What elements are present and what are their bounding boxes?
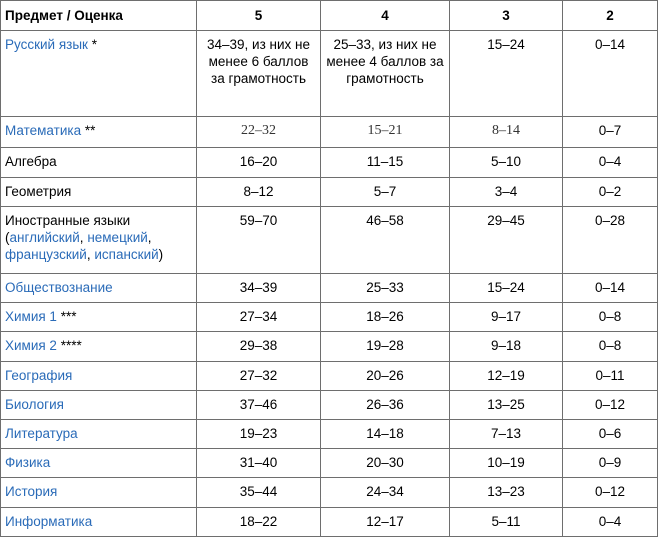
grade-5-cell: 31–40 (197, 449, 321, 478)
language-link-german[interactable]: немецкий (87, 230, 148, 245)
grade-2-cell: 0–9 (563, 449, 658, 478)
subject-label: Иностранные языки (5, 213, 131, 228)
subject-link[interactable]: История (5, 484, 58, 499)
table-row (1, 449, 658, 478)
subject-link[interactable]: Физика (5, 455, 51, 470)
subject-link[interactable]: Информатика (5, 514, 93, 529)
grade-3-cell: 9–17 (450, 303, 563, 332)
table-row (1, 31, 658, 117)
header-row (1, 1, 658, 31)
grade-3-cell: 5–11 (450, 508, 563, 537)
subject-cell (1, 420, 197, 449)
grade-4-cell: 11–15 (321, 148, 450, 178)
subject-link[interactable]: Обществознание (5, 280, 113, 295)
subject-cell (1, 478, 197, 508)
table-row (1, 362, 658, 391)
grade-5-cell: 18–22 (197, 508, 321, 537)
grade-2-cell: 0–12 (563, 391, 658, 420)
grade-3-cell: 13–23 (450, 478, 563, 508)
grade-2-cell: 0–8 (563, 303, 658, 332)
subject-cell (1, 449, 197, 478)
grade-2-cell: 0–28 (563, 207, 658, 274)
table-row (1, 117, 658, 148)
grade-2-cell: 0–7 (563, 117, 658, 148)
table-row (1, 303, 658, 332)
subject-link[interactable]: Математика (5, 123, 82, 138)
subject-cell (1, 31, 197, 117)
grade-4-cell: 5–7 (321, 178, 450, 207)
grade-4-cell: 18–26 (321, 303, 450, 332)
subject-cell: Иностранные языки (английский, немецкий, французский, испанский) (1, 207, 197, 274)
table-row (1, 178, 658, 207)
grade-4-cell: 19–28 (321, 332, 450, 362)
subject-note: ** (81, 123, 96, 138)
grade-5-cell: 35–44 (197, 478, 321, 508)
table-row (1, 274, 658, 303)
table-row (1, 391, 658, 420)
grade-5-cell: 37–46 (197, 391, 321, 420)
grade-4-cell: 25–33, из них не менее 4 баллов за грамотность (321, 31, 450, 117)
subject-cell (1, 391, 197, 420)
language-link-spanish[interactable]: испанский (94, 247, 159, 262)
language-link-english[interactable]: английский (9, 230, 80, 245)
grade-5-cell: 34–39, из них не менее 6 баллов за грамотность (197, 31, 321, 117)
grade-3-cell: 29–45 (450, 207, 563, 274)
grade-2-cell: 0–4 (563, 508, 658, 537)
grade-4-cell: 46–58 (321, 207, 450, 274)
grade-4-cell: 20–30 (321, 449, 450, 478)
subject-note: *** (56, 309, 77, 324)
subject-link[interactable]: География (5, 368, 73, 383)
grade-5-cell: 16–20 (197, 148, 321, 178)
grade-3-cell: 5–10 (450, 148, 563, 178)
grade-2-cell: 0–6 (563, 420, 658, 449)
grade-5-cell: 27–34 (197, 303, 321, 332)
header-grade-5: 5 (197, 1, 321, 31)
grade-5-cell: 34–39 (197, 274, 321, 303)
subject-cell (1, 274, 197, 303)
subject-note: **** (56, 338, 82, 353)
grade-3-cell: 15–24 (450, 31, 563, 117)
grade-4-cell: 26–36 (321, 391, 450, 420)
subject-link[interactable]: Русский язык (5, 37, 88, 52)
table-row (1, 332, 658, 362)
grade-4-cell: 20–26 (321, 362, 450, 391)
table-row (1, 478, 658, 508)
grade-2-cell: 0–14 (563, 274, 658, 303)
grade-5-cell: 22–32 (197, 117, 321, 148)
language-link-french[interactable]: французский (5, 247, 87, 262)
grade-4-cell: 15–21 (321, 117, 450, 148)
subject-link[interactable]: Литература (5, 426, 78, 441)
grade-3-cell: 9–18 (450, 332, 563, 362)
subject-cell (1, 332, 197, 362)
subject-link[interactable]: Биология (5, 397, 64, 412)
subject-cell: Алгебра (1, 148, 197, 178)
grade-2-cell: 0–8 (563, 332, 658, 362)
subject-note: * (87, 37, 97, 52)
subject-cell (1, 303, 197, 332)
table-row (1, 420, 658, 449)
grade-2-cell: 0–2 (563, 178, 658, 207)
grade-3-cell: 15–24 (450, 274, 563, 303)
grade-2-cell: 0–14 (563, 31, 658, 117)
grade-2-cell: 0–11 (563, 362, 658, 391)
header-subject: Предмет / Оценка (1, 1, 197, 31)
grade-3-cell: 12–19 (450, 362, 563, 391)
grade-5-cell: 59–70 (197, 207, 321, 274)
subject-cell (1, 117, 197, 148)
table-row (1, 207, 658, 274)
subject-cell: Геометрия (1, 178, 197, 207)
grade-3-cell: 10–19 (450, 449, 563, 478)
subject-cell (1, 508, 197, 537)
header-grade-2: 2 (563, 1, 658, 31)
grade-3-cell: 13–25 (450, 391, 563, 420)
grade-5-cell: 19–23 (197, 420, 321, 449)
grade-5-cell: 8–12 (197, 178, 321, 207)
grade-4-cell: 25–33 (321, 274, 450, 303)
grade-3-cell: 8–14 (450, 117, 563, 148)
grade-3-cell: 7–13 (450, 420, 563, 449)
grade-3-cell: 3–4 (450, 178, 563, 207)
header-grade-4: 4 (321, 1, 450, 31)
grade-4-cell: 24–34 (321, 478, 450, 508)
grade-5-cell: 29–38 (197, 332, 321, 362)
grade-5-cell: 27–32 (197, 362, 321, 391)
grade-4-cell: 12–17 (321, 508, 450, 537)
grade-2-cell: 0–12 (563, 478, 658, 508)
grade-4-cell: 14–18 (321, 420, 450, 449)
table-row (1, 148, 658, 178)
header-grade-3: 3 (450, 1, 563, 31)
grade-2-cell: 0–4 (563, 148, 658, 178)
subject-cell (1, 362, 197, 391)
subject-link[interactable]: Химия 1 (5, 309, 57, 324)
table-row (1, 508, 658, 537)
subject-link[interactable]: Химия 2 (5, 338, 57, 353)
